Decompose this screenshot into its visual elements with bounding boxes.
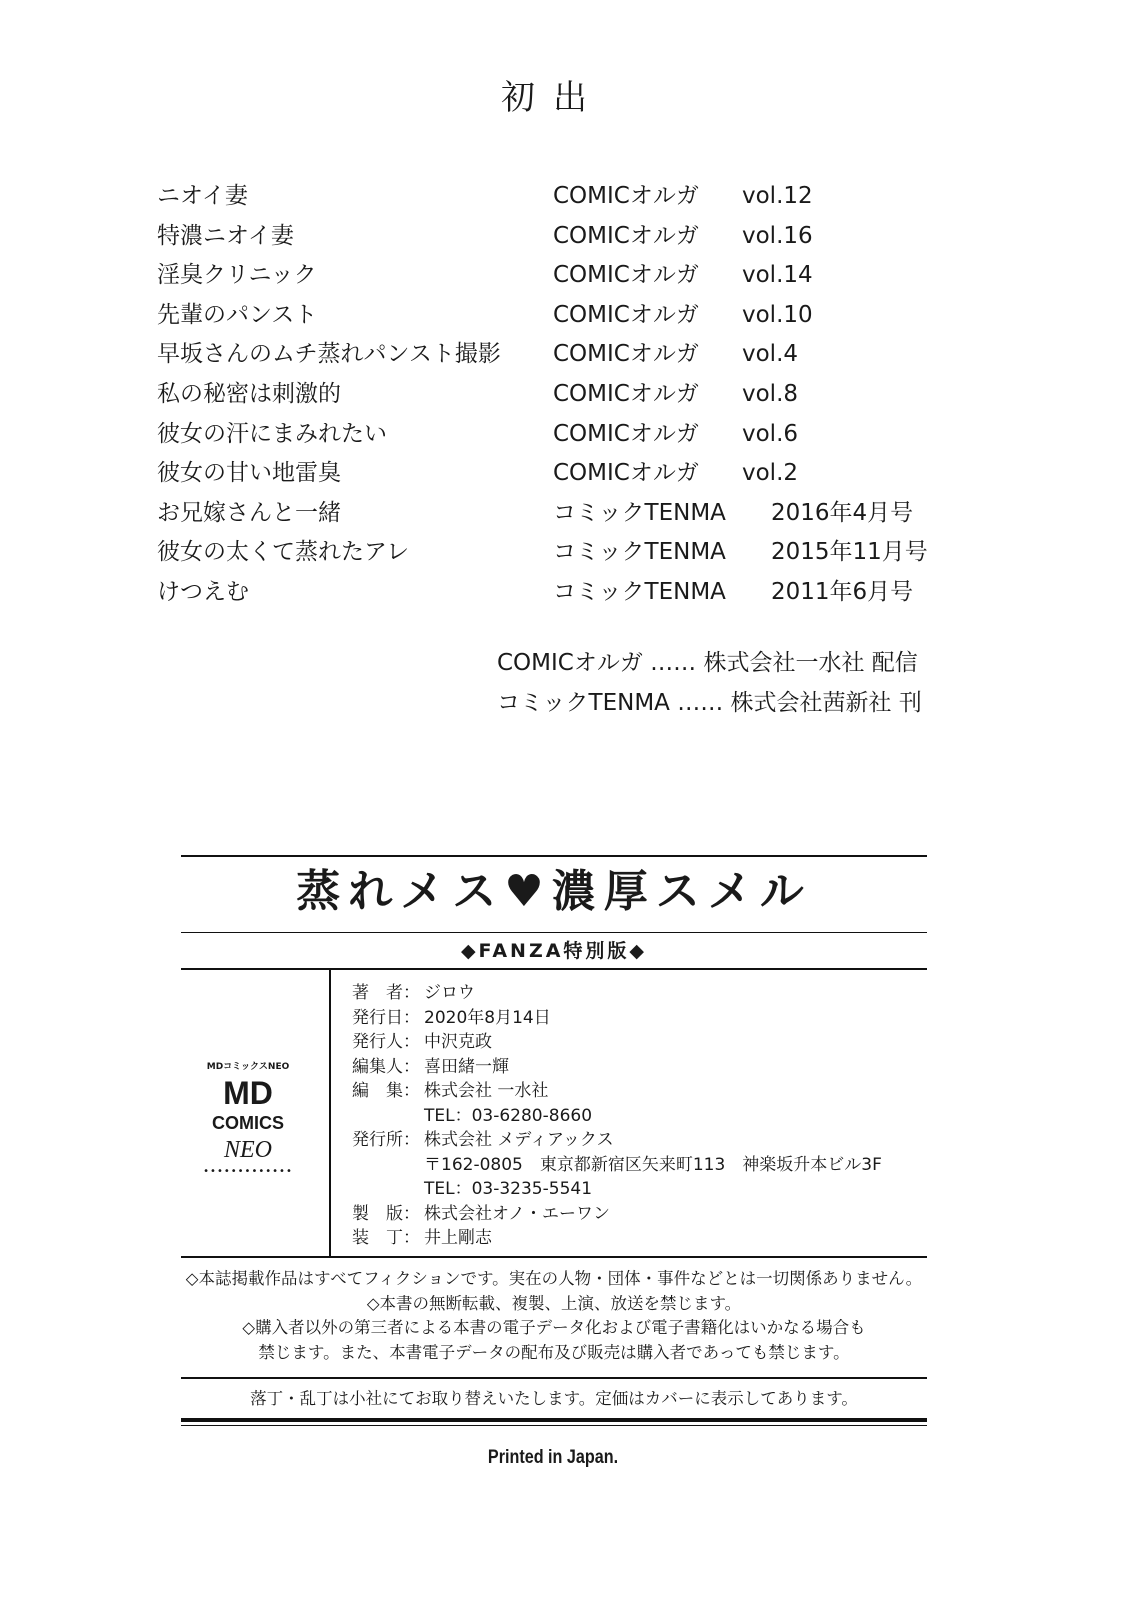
work-issue: vol.6 (742, 420, 799, 447)
logo-dots: ••••••••••••• (203, 1166, 293, 1177)
divider (181, 932, 927, 933)
work-title: 特濃ニオイ妻 (157, 222, 294, 249)
colophon-row (352, 1154, 882, 1179)
work-magazine: COMICオルガ (553, 183, 699, 209)
work-issue: 2015年11月号 (771, 539, 928, 566)
work-issue: vol.12 (742, 183, 813, 209)
divider (181, 1418, 927, 1422)
colophon-value: 〒162-0805 東京都新宿区矢来町113 神楽坂升本ビル3F (424, 1154, 882, 1175)
work-title: 早坂さんのムチ蒸れパンスト撮影 (157, 341, 501, 368)
colophon-row (352, 983, 475, 1007)
divider (181, 968, 927, 970)
colophon-key: 編集人： (352, 1056, 420, 1077)
work-issue: vol.16 (742, 222, 813, 249)
work-issue: 2011年6月号 (771, 579, 914, 605)
printed-in-japan: Printed in Japan. (487, 1447, 619, 1468)
work-magazine: COMICオルガ (553, 460, 699, 487)
work-issue: vol.14 (742, 262, 813, 289)
colophon-key: 発行所： (352, 1130, 420, 1150)
logo-small-text: MDコミックスNEO (206, 1062, 290, 1072)
divider (181, 1256, 927, 1258)
work-magazine: COMICオルガ (553, 301, 699, 328)
work-issue: vol.8 (742, 381, 799, 407)
colophon-row (352, 1056, 509, 1081)
colophon-value: 井上剛志 (424, 1228, 492, 1248)
work-magazine: コミックTENMA (553, 539, 726, 566)
logo-comics: COMICS (212, 1113, 284, 1133)
work-title: 私の秘密は刺激的 (157, 381, 341, 407)
divider (181, 1425, 927, 1426)
colophon-value: 中沢克政 (424, 1032, 492, 1052)
work-title: 淫臭クリニック (157, 262, 317, 289)
colophon-row (352, 1007, 551, 1032)
colophon-key: 発行日： (352, 1007, 420, 1028)
divider (181, 855, 927, 857)
colophon-row (352, 1130, 614, 1154)
publisher-note: COMICオルガ …… 株式会社一水社 配信 (497, 650, 918, 676)
colophon-value: ジロウ (424, 983, 475, 1003)
divider (329, 969, 331, 1257)
notice-line: 禁じます。また、本書電子データの配布及び販売は購入者であっても禁じます。 (258, 1343, 850, 1362)
work-title: 彼女の太くて蒸れたアレ (157, 539, 410, 566)
edition-label: ◆FANZA特別版◆ (460, 940, 648, 962)
work-title: 先輩のパンスト (157, 301, 318, 328)
colophon-key: 装 丁： (352, 1228, 420, 1248)
divider (181, 1377, 927, 1379)
defect-notice: 落丁・乱丁は小社にてお取り替えいたします。定価はカバーに表示してあります。 (250, 1389, 858, 1408)
colophon-value: 株式会社 一水社 (424, 1081, 549, 1101)
work-issue: vol.10 (742, 301, 813, 328)
first-appearance-heading: 初出 (501, 78, 605, 118)
colophon-row (352, 1081, 549, 1105)
book-title: 蒸れメス♥濃厚スメル (296, 866, 812, 917)
work-title: けつえむ (157, 579, 249, 605)
work-magazine: COMICオルガ (553, 341, 699, 368)
logo-neo: NEO (224, 1137, 272, 1163)
colophon-row (352, 1179, 593, 1203)
colophon-value: 株式会社オノ・エーワン (424, 1203, 610, 1224)
colophon-row (352, 1228, 492, 1252)
work-magazine: COMICオルガ (553, 420, 699, 447)
colophon-value: 喜田緒一輝 (424, 1056, 509, 1077)
work-title: 彼女の甘い地雷臭 (157, 460, 341, 487)
work-magazine: COMICオルガ (553, 262, 699, 289)
work-title: お兄嫁さんと一緒 (157, 499, 341, 526)
colophon-value: TEL：03-6280-8660 (424, 1105, 593, 1126)
work-magazine: コミックTENMA (553, 579, 726, 605)
work-magazine: コミックTENMA (553, 499, 726, 526)
work-issue: 2016年4月号 (771, 499, 914, 526)
md-comics-neo-logo (198, 1060, 298, 1179)
colophon-row (352, 1032, 492, 1056)
colophon-value: 株式会社 メディアックス (424, 1130, 614, 1150)
publisher-note: コミックTENMA …… 株式会社茜新社 刊 (497, 690, 922, 716)
colophon-key: 著 者： (352, 983, 420, 1003)
work-issue: vol.2 (742, 460, 799, 487)
colophon-value: TEL：03-3235-5541 (424, 1179, 593, 1199)
colophon-key: 製 版： (352, 1203, 420, 1224)
work-issue: vol.4 (742, 341, 799, 368)
colophon-value: 2020年8月14日 (424, 1007, 551, 1028)
colophon-key: 発行人： (352, 1032, 420, 1052)
work-title: 彼女の汗にまみれたい (157, 420, 387, 447)
colophon-key: 編 集： (352, 1081, 420, 1101)
notice-line: ◇本誌掲載作品はすべてフィクションです。実在の人物・団体・事件などとは一切関係ありません。 (185, 1269, 923, 1288)
logo-md: MD (223, 1075, 273, 1111)
colophon-row (352, 1105, 593, 1130)
work-magazine: COMICオルガ (553, 222, 699, 249)
notice-line: ◇本書の無断転載、複製、上演、放送を禁じます。 (366, 1294, 742, 1313)
colophon-row (352, 1203, 610, 1228)
notice-line: ◇購入者以外の第三者による本書の電子データ化および電子書籍化はいかなる場合も (242, 1318, 866, 1337)
work-title: ニオイ妻 (157, 183, 248, 209)
work-magazine: COMICオルガ (553, 381, 699, 407)
